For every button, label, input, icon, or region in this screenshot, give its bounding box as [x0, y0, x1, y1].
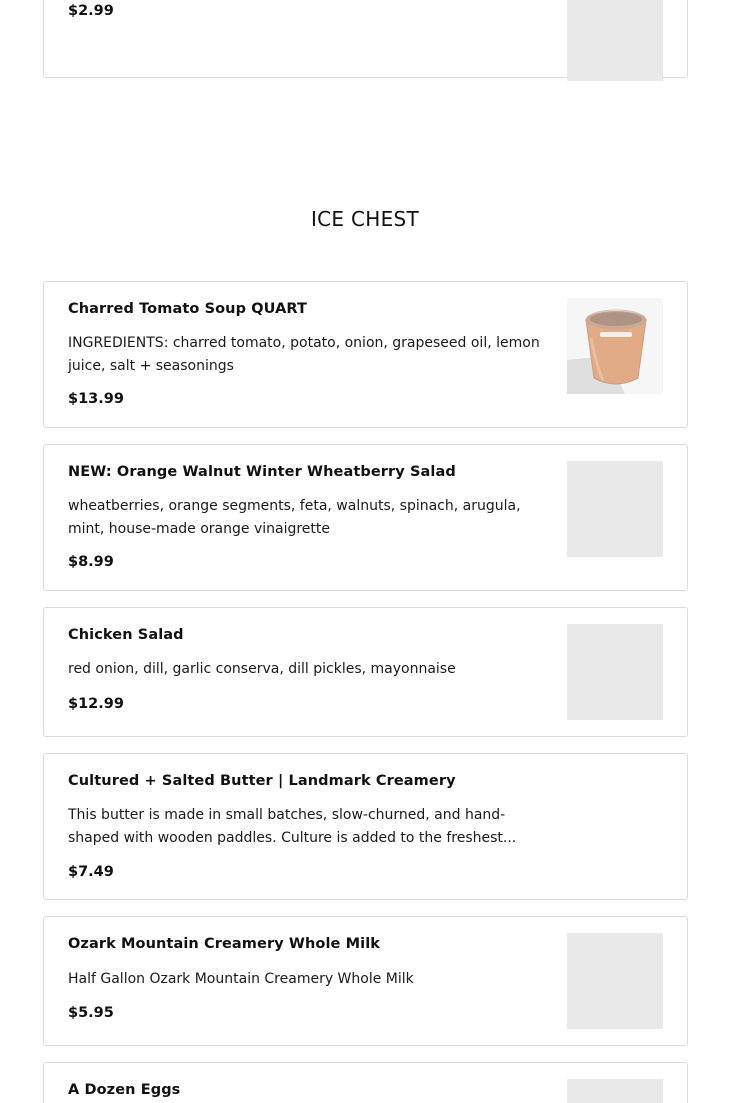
menu-item-description: red onion, dill, garlic conserva, dill pickles, mayonnaise: [68, 661, 456, 677]
section-title: ICE CHEST: [310, 207, 420, 231]
menu-item-image-placeholder: [567, 461, 663, 557]
menu-item-price: $13.99: [68, 391, 124, 407]
menu-item-card[interactable]: [43, 1062, 688, 1103]
menu-item-card-previous[interactable]: [43, 0, 688, 78]
menu-item-card[interactable]: [43, 281, 688, 428]
menu-item-price: $7.49: [68, 864, 114, 880]
menu-item-title: Ozark Mountain Creamery Whole Milk: [68, 936, 381, 952]
menu-item-title: Chicken Salad: [68, 627, 184, 643]
menu-item-card[interactable]: [43, 753, 688, 900]
menu-item-description: INGREDIENTS: charred tomato, potato, onion, grapeseed oil, lemon juice, salt + seasonings: [68, 335, 540, 374]
menu-item-image-placeholder: [567, 933, 663, 1029]
menu-item-card[interactable]: [43, 607, 688, 737]
menu-item-title: Charred Tomato Soup QUART: [68, 301, 308, 317]
menu-item-image-placeholder: [567, 0, 663, 81]
menu-item-title: Cultured + Salted Butter | Landmark Creamery: [68, 773, 456, 789]
menu-item-card[interactable]: [43, 444, 688, 591]
menu-item-image-placeholder: [567, 1079, 663, 1103]
menu-item-description: wheatberries, orange segments, feta, walnuts, spinach, arugula, mint, house-made orange vinaigrette: [68, 498, 521, 537]
menu-item-title: NEW: Orange Walnut Winter Wheatberry Salad: [68, 464, 456, 480]
menu-item-image-placeholder: [567, 624, 663, 720]
menu-item-price: $8.99: [68, 554, 114, 570]
menu-item-description: This butter is made in small batches, slow-churned, and hand-shaped with wooden paddles. Culture is added to the freshest...: [68, 807, 517, 846]
soup-cup-photo: [567, 298, 663, 394]
soup-cup-image: [567, 298, 663, 394]
menu-item-card[interactable]: [43, 916, 688, 1046]
menu-item-price: $2.99: [68, 3, 114, 19]
menu-item-title: A Dozen Eggs: [68, 1082, 181, 1098]
menu-item-description: Half Gallon Ozark Mountain Creamery Whole Milk: [68, 971, 414, 987]
menu-item-price: $5.95: [68, 1005, 114, 1021]
menu-item-price: $12.99: [68, 696, 124, 712]
